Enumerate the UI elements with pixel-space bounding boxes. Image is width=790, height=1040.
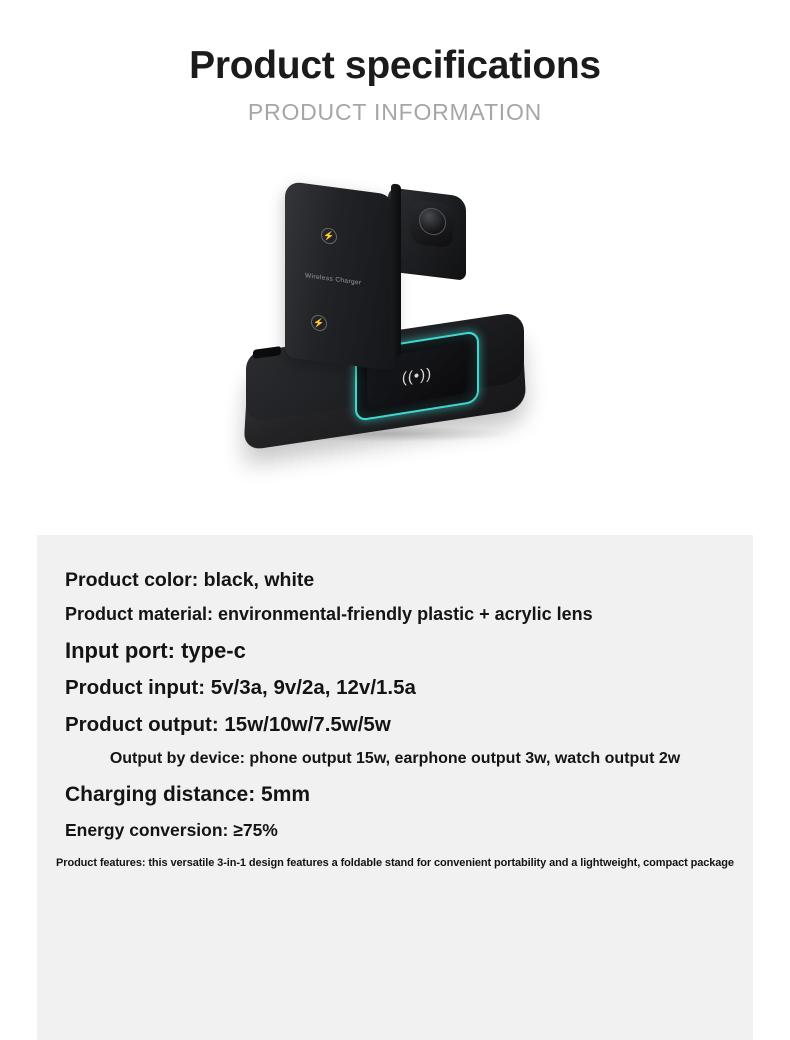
spec-item-product-color: Product color: black, white: [65, 569, 315, 591]
page-title: Product specifications: [189, 44, 601, 87]
wireless-signal-icon: ((•)): [401, 364, 433, 387]
spec-item-charging-distance: Charging distance: 5mm: [65, 783, 311, 807]
page-header: [0, 0, 790, 126]
spec-item-product-output: Product output: 15w/10w/7.5w/5w: [65, 712, 391, 736]
spec-item-output-by-device: Output by device: phone output 15w, earphone output 3w, watch output 2w: [109, 749, 681, 767]
spec-item-product-input: Product input: 5v/3a, 9v/2a, 12v/1.5a: [65, 676, 416, 700]
brand-label: Wireless Charger: [305, 272, 362, 287]
product-image-area: [0, 180, 790, 510]
specification-panel: [37, 535, 753, 1040]
specification-list: [37, 535, 753, 871]
wireless-charging-icon-top: ⚡: [321, 227, 337, 245]
wireless-charging-icon-bottom: ⚡: [311, 314, 327, 332]
spec-item-input-port: Input port: type-c: [65, 637, 246, 663]
spec-item-product-material: Product material: environmental-friendly plastic + acrylic lens: [65, 604, 593, 625]
phone-stand-plate: [285, 181, 395, 371]
spec-item-energy-conversion: Energy conversion: ≥75%: [65, 819, 278, 840]
stand-edge: [391, 183, 401, 356]
spec-item-product-features: Product features: this versatile 3-in-1 design features a foldable stand for convenient portability and a lightweight, compact package: [56, 857, 734, 870]
page-subtitle: PRODUCT INFORMATION: [247, 98, 543, 125]
product-illustration: [243, 180, 543, 470]
